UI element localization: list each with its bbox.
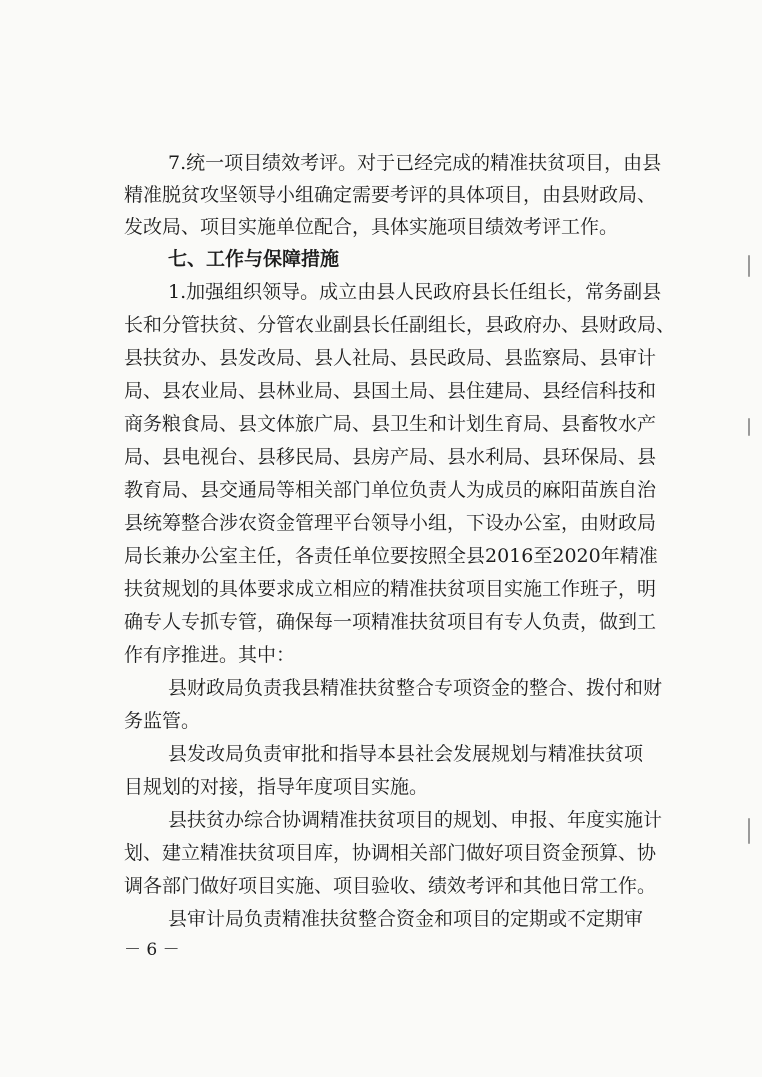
text-line: 目规划的对接，指导年度项目实施。 [124, 776, 429, 798]
text-line: 县发改局负责审批和指导本县社会发展规划与精准扶贫项 [168, 743, 644, 765]
page-number: － 6 － [124, 940, 180, 960]
text-line: 商务粮食局、县文体旅广局、县卫生和计划生育局、县畜牧水产 [124, 413, 657, 435]
text-line: 教育局、县交通局等相关部门单位负责人为成员的麻阳苗族自治 [124, 479, 657, 501]
section-heading: 七、工作与保障措施 [168, 248, 340, 270]
text-line: 局、县电视台、县移民局、县房产局、县水利局、县环保局、县 [124, 446, 657, 468]
text-line: 扶贫规划的具体要求成立相应的精准扶贫项目实施工作班子，明 [124, 578, 657, 600]
text-line: 局长兼办公室主任，各责任单位要按照全县2016至2020年精准 [124, 545, 658, 567]
scan-edge-mark [748, 818, 750, 844]
scan-edge-mark [748, 255, 750, 277]
text-line: 局、县农业局、县林业局、县国土局、县住建局、县经信科技和 [124, 380, 657, 402]
scan-edge-mark [748, 418, 750, 436]
text-line: 划、建立精准扶贫项目库，协调相关部门做好项目资金预算、协 [124, 842, 657, 864]
text-line: 长和分管扶贫、分管农业副县长任副组长，县政府办、县财政局、 [124, 314, 676, 336]
text-line: 1.加强组织领导。成立由县人民政府县长任组长，常务副县 [168, 281, 662, 303]
text-line: 务监管。 [124, 710, 201, 732]
text-line: 调各部门做好项目实施、项目验收、绩效考评和其他日常工作。 [124, 875, 657, 897]
text-line: 确专人专抓专管，确保每一项精准扶贫项目有专人负责，做到工 [124, 611, 657, 633]
text-line: 7.统一项目绩效考评。对于已经完成的精准扶贫项目，由县 [168, 152, 662, 174]
text-line: 县财政局负责我县精准扶贫整合专项资金的整合、拨付和财 [168, 677, 663, 699]
text-line: 作有序推进。其中： [124, 644, 296, 666]
text-line: 县扶贫办综合协调精准扶贫项目的规划、申报、年度实施计 [168, 809, 663, 831]
text-line: 县统筹整合涉农资金管理平台领导小组，下设办公室，由财政局 [124, 512, 657, 534]
text-line: 县扶贫办、县发改局、县人社局、县民政局、县监察局、县审计 [124, 347, 657, 369]
text-line: 发改局、项目实施单位配合，具体实施项目绩效考评工作。 [124, 216, 619, 238]
text-line: 县审计局负责精准扶贫整合资金和项目的定期或不定期审 [168, 908, 644, 930]
text-line: 精准脱贫攻坚领导小组确定需要考评的具体项目，由县财政局、 [124, 184, 657, 206]
